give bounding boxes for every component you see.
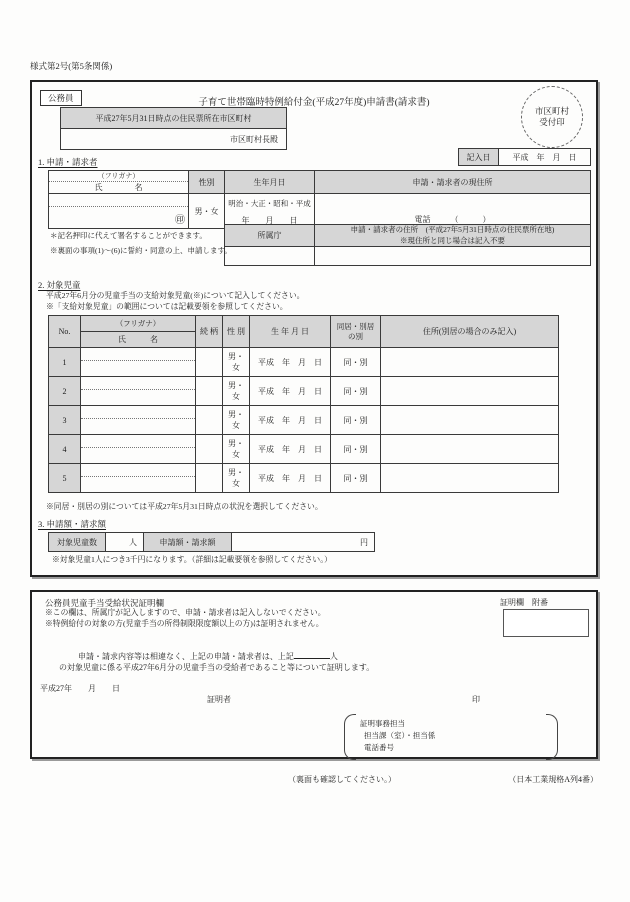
relation-input[interactable]	[196, 406, 223, 435]
applicant-table	[48, 170, 591, 229]
agency-table	[224, 224, 591, 266]
phone-field[interactable]: 電話 （ ）	[414, 214, 491, 224]
amount-unit: 円	[360, 537, 368, 547]
living-options[interactable]: 同・別	[331, 377, 381, 406]
registered-address-header	[315, 225, 591, 247]
contact-line3: 電話番号	[364, 743, 394, 752]
row-no: 4	[49, 435, 81, 464]
registered-address-line1: 申請・請求者の住所 (平成27年5月31日時点の住民票所在地)	[350, 225, 555, 235]
amount-table	[48, 532, 375, 552]
certification-statement2: の対象児童に係る平成27年6月分の児童手当の受給者であること等について証明します。	[59, 663, 375, 672]
registered-address-input-area[interactable]	[315, 247, 591, 266]
applicant-name-cell	[49, 194, 189, 229]
relation-input[interactable]	[196, 348, 223, 377]
address-input[interactable]	[381, 435, 559, 464]
statement1-pre: 申請・請求内容等は相違なく、上記の申請・請求者は、上記	[78, 652, 294, 661]
birth-ymd[interactable]: 年 月 日	[241, 216, 298, 225]
address-input[interactable]	[381, 348, 559, 377]
addressee-table	[60, 107, 287, 150]
stamp-line1: 市区町村	[534, 105, 569, 116]
row-no: 5	[49, 464, 81, 493]
address-input[interactable]	[381, 464, 559, 493]
gender-options[interactable]: 男・女	[223, 406, 250, 435]
form-number: 様式第2号(第5条関係)	[30, 61, 113, 71]
jis-standard-note: （日本工業規格A列4番）	[508, 775, 598, 784]
section3-heading: 3. 申請額・請求額	[38, 519, 107, 529]
cert-number-box[interactable]	[503, 609, 589, 637]
address-input[interactable]	[381, 377, 559, 406]
child-row-1	[49, 348, 559, 377]
child-row-4	[49, 435, 559, 464]
applicant-name-header	[49, 171, 189, 194]
gender-options[interactable]: 男・女	[223, 348, 250, 377]
entry-date-table	[458, 148, 591, 166]
furigana-input-area[interactable]	[49, 194, 188, 207]
col-header-address: 住所(別居の場合のみ記入)	[381, 316, 559, 348]
certification-statement1	[78, 649, 338, 662]
contact-line2: 担当課（室）・担当係	[364, 731, 436, 740]
certification-contact-box	[344, 714, 558, 760]
child-row-3	[49, 406, 559, 435]
seal-mark: ㊞	[175, 215, 185, 226]
section2-instruction2: ※「支給対象児童」の範囲については記載要領を参照してください。	[46, 302, 288, 311]
child-count-input[interactable]	[106, 533, 144, 552]
birth-field[interactable]: 平成 年 月 日	[250, 435, 331, 464]
name-input-area[interactable]	[49, 207, 188, 228]
certification-date-field[interactable]: 平成27年 月 日	[40, 684, 120, 693]
birth-field[interactable]: 平成 年 月 日	[250, 377, 331, 406]
agency-label: 所属庁	[225, 225, 315, 247]
child-name-input[interactable]	[81, 435, 196, 464]
birth-field[interactable]: 平成 年 月 日	[250, 464, 331, 493]
birth-field[interactable]: 平成 年 月 日	[250, 348, 331, 377]
col-header-relation: 続 柄	[196, 316, 223, 348]
row-no: 3	[49, 406, 81, 435]
statement1-post: 人	[329, 652, 338, 661]
furigana-header: （フリガナ）	[49, 171, 188, 182]
amount-label: 申請額・請求額	[144, 533, 232, 552]
gender-header: 性別	[189, 171, 225, 194]
child-name-input[interactable]	[81, 464, 196, 493]
birth-header: 生年月日	[225, 171, 315, 194]
cert-stamp-area-label: 証明欄 附番	[500, 598, 548, 607]
col-header-name: 氏 名	[81, 332, 196, 348]
birth-field[interactable]: 平成 年 月 日	[250, 406, 331, 435]
certifier-seal-label: 印	[472, 695, 480, 704]
row-no: 1	[49, 348, 81, 377]
addressee-municipality-label: 平成27年5月31日時点の住民票所在市区町村	[61, 108, 287, 129]
children-table	[48, 315, 559, 493]
gender-options[interactable]: 男・女	[223, 435, 250, 464]
name-header: 氏 名	[94, 183, 143, 192]
entry-date-field[interactable]: 平成 年 月 日	[499, 149, 591, 166]
certification-heading: 公務員児童手当受給状況証明欄	[45, 598, 165, 608]
gender-options[interactable]: 男・女	[189, 194, 225, 229]
living-options[interactable]: 同・別	[331, 348, 381, 377]
col-header-living	[331, 316, 381, 348]
living-options[interactable]: 同・別	[331, 406, 381, 435]
child-count-label: 対象児童数	[49, 533, 106, 552]
application-box	[30, 80, 598, 577]
applicant-notes	[50, 228, 232, 258]
amount-note: ※対象児童1人につき3千円になります。（詳細は記載要領を参照してください。）	[52, 555, 332, 564]
official-badge: 公務員	[40, 90, 82, 106]
signature-note: ＊記名押印に代えて署名することができます。	[50, 231, 207, 240]
living-options[interactable]: 同・別	[331, 464, 381, 493]
certification-note2: ※特例給付の対象の方(児童手当の所得制限限度額以上の方)は証明されません。	[45, 619, 324, 628]
section2-heading: 2. 対象児童	[38, 280, 81, 290]
col-header-no: No.	[49, 316, 81, 348]
back-side-note: （裏面も確認してください。）	[288, 775, 396, 784]
entry-date-label: 記入日	[459, 149, 499, 166]
row-no: 2	[49, 377, 81, 406]
section2-instruction1: 平成27年6月分の児童手当の支給対象児童(※)について記入してください。	[46, 291, 305, 300]
back-pledge-note: ※裏面の事項(1)～(6)に誓約・同意の上、申請します。	[50, 246, 232, 255]
era-options[interactable]: 明治・大正・昭和・平成	[228, 199, 311, 208]
address-input[interactable]	[381, 406, 559, 435]
count-unit: 人	[129, 537, 137, 547]
relation-input[interactable]	[196, 464, 223, 493]
certifier-label: 証明者	[207, 695, 231, 704]
child-name-input[interactable]	[81, 406, 196, 435]
col-header-furigana: （フリガナ）	[81, 316, 196, 332]
col-header-living-line2: の別	[348, 331, 363, 341]
col-header-gender: 性 別	[223, 316, 250, 348]
amount-input[interactable]	[232, 533, 375, 552]
col-header-living-line1: 同居・別居	[336, 321, 375, 331]
section1-heading: 1. 申請・請求者	[38, 157, 98, 167]
person-count-blank[interactable]	[294, 649, 330, 659]
form-title: 子育て世帯臨時特例給付金(平成27年度)申請書(請求書)	[198, 98, 430, 108]
col-header-birth: 生 年 月 日	[250, 316, 331, 348]
relation-input[interactable]	[196, 377, 223, 406]
contact-line1: 証明事務担当	[360, 719, 405, 728]
gender-options[interactable]: 男・女	[223, 377, 250, 406]
municipality-receipt-stamp-area	[521, 86, 583, 148]
living-options[interactable]: 同・別	[331, 435, 381, 464]
agency-input-area[interactable]	[225, 247, 315, 266]
certification-box	[30, 590, 598, 759]
certification-note1: ※この欄は、所属庁が記入しますので、申請・請求者は記入しないでください。	[45, 608, 326, 617]
gender-options[interactable]: 男・女	[223, 464, 250, 493]
relation-input[interactable]	[196, 435, 223, 464]
child-name-input[interactable]	[81, 377, 196, 406]
child-name-input[interactable]	[81, 348, 196, 377]
child-row-5	[49, 464, 559, 493]
registered-address-line2: ※現住所と同じ場合は記入不要	[400, 235, 505, 245]
addressee-mayor-label: 市区町村長殿	[61, 129, 287, 150]
child-row-2	[49, 377, 559, 406]
current-address-header: 申請・請求者の現住所	[315, 171, 591, 194]
stamp-line2: 受付印	[539, 117, 565, 127]
living-status-note: ※同居・別居の別については平成27年5月31日時点の状況を選択してください。	[46, 502, 323, 511]
